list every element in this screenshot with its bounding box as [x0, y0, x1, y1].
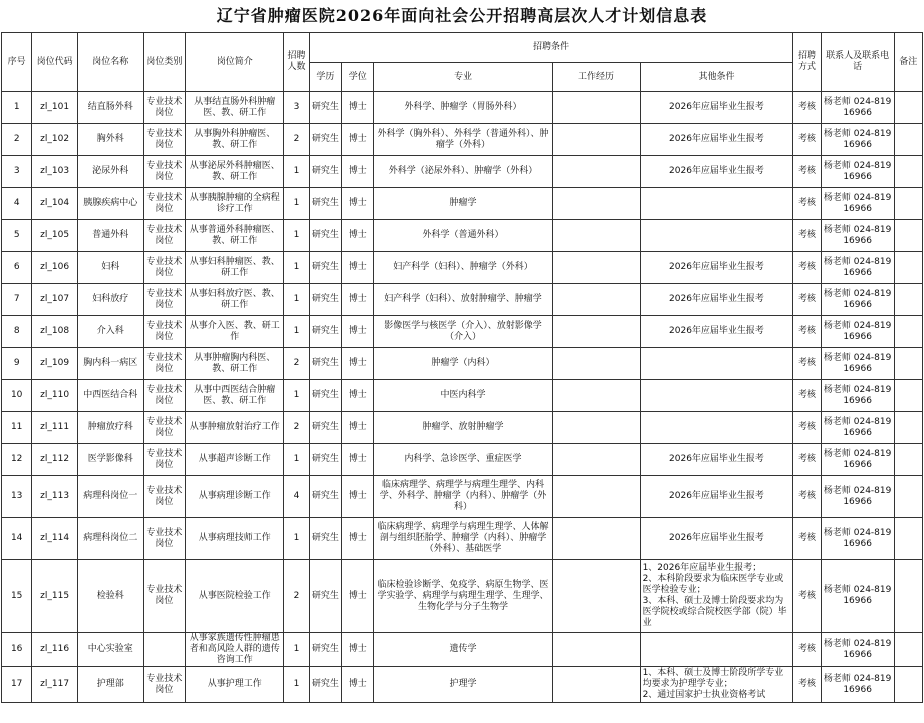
education-cell: 研究生 [309, 412, 341, 444]
intro-cell: 从事妇科放疗医、教、研工作 [186, 284, 284, 316]
contact-cell: 杨老师 024-81916966 [821, 518, 894, 560]
intro-cell: 从事超声诊断工作 [186, 444, 284, 476]
intro-cell: 从事结直肠外科肿瘤医、教、研工作 [186, 92, 284, 124]
contact-cell: 杨老师 024-81916966 [821, 188, 894, 220]
remark-cell [894, 667, 922, 703]
major-cell: 影像医学与核医学（介入）、放射影像学（介入） [374, 316, 552, 348]
contact-cell: 杨老师 024-81916966 [821, 444, 894, 476]
remark-cell [894, 412, 922, 444]
education-cell: 研究生 [309, 284, 341, 316]
code-cell: zl_104 [32, 188, 78, 220]
education-cell: 研究生 [309, 92, 341, 124]
intro-cell: 从事病理诊断工作 [186, 476, 284, 518]
education-cell: 研究生 [309, 220, 341, 252]
header-seq: 序号 [2, 33, 32, 92]
major-cell: 临床检验诊断学、免疫学、病原生物学、医学实验学、病理学与病理生理学、生理学、生物化学与分子生物学 [374, 560, 552, 633]
code-cell: zl_116 [32, 633, 78, 667]
table-body [2, 92, 923, 703]
count-cell: 1 [284, 667, 309, 703]
degree-cell: 博士 [342, 380, 374, 412]
experience-cell [552, 476, 640, 518]
remark-cell [894, 156, 922, 188]
remark-cell [894, 348, 922, 380]
category-cell: 专业技术岗位 [143, 188, 186, 220]
seq-cell: 5 [2, 220, 32, 252]
major-cell: 外科学（胸外科）、外科学（普通外科）、肿瘤学（外科） [374, 124, 552, 156]
education-cell: 研究生 [309, 316, 341, 348]
code-cell: zl_113 [32, 476, 78, 518]
count-cell: 1 [284, 188, 309, 220]
intro-cell: 从事中西医结合肿瘤医、教、研工作 [186, 380, 284, 412]
category-cell: 专业技术岗位 [143, 220, 186, 252]
method-cell: 考核 [793, 124, 821, 156]
code-cell: zl_105 [32, 220, 78, 252]
code-cell: zl_115 [32, 560, 78, 633]
position-name-cell: 病理科岗位一 [77, 476, 143, 518]
table-row [2, 560, 923, 633]
table-row [2, 476, 923, 518]
intro-cell: 从事泌尿外科肿瘤医、教、研工作 [186, 156, 284, 188]
table-row [2, 124, 923, 156]
category-cell: 专业技术岗位 [143, 156, 186, 188]
seq-cell: 13 [2, 476, 32, 518]
seq-cell: 12 [2, 444, 32, 476]
table-row [2, 252, 923, 284]
education-cell: 研究生 [309, 252, 341, 284]
header-degree: 学位 [342, 63, 374, 92]
category-cell: 专业技术岗位 [143, 380, 186, 412]
other-conditions-cell: 2026年应届毕业生报考 [640, 252, 793, 284]
seq-cell: 4 [2, 188, 32, 220]
education-cell: 研究生 [309, 633, 341, 667]
count-cell: 1 [284, 284, 309, 316]
position-name-cell: 医学影像科 [77, 444, 143, 476]
other-conditions-cell [640, 412, 793, 444]
degree-cell: 博士 [342, 444, 374, 476]
degree-cell: 博士 [342, 220, 374, 252]
contact-cell: 杨老师 024-81916966 [821, 633, 894, 667]
contact-cell: 杨老师 024-81916966 [821, 348, 894, 380]
education-cell: 研究生 [309, 156, 341, 188]
code-cell: zl_117 [32, 667, 78, 703]
seq-cell: 2 [2, 124, 32, 156]
header-contact: 联系人及联系电话 [821, 33, 894, 92]
major-cell: 外科学（普通外科） [374, 220, 552, 252]
degree-cell: 博士 [342, 348, 374, 380]
position-name-cell: 肿瘤放疗科 [77, 412, 143, 444]
code-cell: zl_103 [32, 156, 78, 188]
table-row [2, 156, 923, 188]
method-cell: 考核 [793, 220, 821, 252]
other-conditions-cell: 2026年应届毕业生报考 [640, 284, 793, 316]
code-cell: zl_102 [32, 124, 78, 156]
major-cell: 中医内科学 [374, 380, 552, 412]
intro-cell: 从事介入医、教、研工作 [186, 316, 284, 348]
category-cell: 专业技术岗位 [143, 560, 186, 633]
education-cell: 研究生 [309, 444, 341, 476]
other-conditions-cell [640, 633, 793, 667]
education-cell: 研究生 [309, 560, 341, 633]
table-row [2, 518, 923, 560]
contact-cell: 杨老师 024-81916966 [821, 284, 894, 316]
other-conditions-cell [640, 188, 793, 220]
table-row [2, 444, 923, 476]
remark-cell [894, 188, 922, 220]
experience-cell [552, 560, 640, 633]
intro-cell: 从事肿瘤放射治疗工作 [186, 412, 284, 444]
category-cell: 专业技术岗位 [143, 252, 186, 284]
header-conditions: 招聘条件 [309, 33, 793, 63]
count-cell: 1 [284, 380, 309, 412]
remark-cell [894, 518, 922, 560]
major-cell: 肿瘤学 [374, 188, 552, 220]
count-cell: 1 [284, 220, 309, 252]
category-cell: 专业技术岗位 [143, 476, 186, 518]
position-name-cell: 泌尿外科 [77, 156, 143, 188]
count-cell: 1 [284, 316, 309, 348]
experience-cell [552, 252, 640, 284]
education-cell: 研究生 [309, 476, 341, 518]
code-cell: zl_110 [32, 380, 78, 412]
method-cell: 考核 [793, 380, 821, 412]
contact-cell: 杨老师 024-81916966 [821, 560, 894, 633]
table-row [2, 380, 923, 412]
seq-cell: 6 [2, 252, 32, 284]
category-cell: 专业技术岗位 [143, 444, 186, 476]
experience-cell [552, 92, 640, 124]
recruitment-table [1, 32, 923, 703]
position-name-cell: 病理科岗位二 [77, 518, 143, 560]
position-name-cell: 普通外科 [77, 220, 143, 252]
header-code: 岗位代码 [32, 33, 78, 92]
remark-cell [894, 124, 922, 156]
education-cell: 研究生 [309, 188, 341, 220]
degree-cell: 博士 [342, 518, 374, 560]
method-cell: 考核 [793, 348, 821, 380]
contact-cell: 杨老师 024-81916966 [821, 476, 894, 518]
code-cell: zl_106 [32, 252, 78, 284]
count-cell: 4 [284, 476, 309, 518]
intro-cell: 从事家族遗传性肿瘤患者和高风险人群的遗传咨询工作 [186, 633, 284, 667]
contact-cell: 杨老师 024-81916966 [821, 220, 894, 252]
count-cell: 1 [284, 633, 309, 667]
intro-cell: 从事病理技师工作 [186, 518, 284, 560]
degree-cell: 博士 [342, 92, 374, 124]
contact-cell: 杨老师 024-81916966 [821, 124, 894, 156]
remark-cell [894, 252, 922, 284]
category-cell: 专业技术岗位 [143, 316, 186, 348]
contact-cell: 杨老师 024-81916966 [821, 92, 894, 124]
education-cell: 研究生 [309, 667, 341, 703]
code-cell: zl_114 [32, 518, 78, 560]
other-conditions-cell: 2026年应届毕业生报考 [640, 156, 793, 188]
method-cell: 考核 [793, 156, 821, 188]
major-cell: 妇产科学（妇科）、肿瘤学（外科） [374, 252, 552, 284]
category-cell: 专业技术岗位 [143, 412, 186, 444]
method-cell: 考核 [793, 560, 821, 633]
category-cell: 专业技术岗位 [143, 667, 186, 703]
position-name-cell: 胸内科一病区 [77, 348, 143, 380]
contact-cell: 杨老师 024-81916966 [821, 412, 894, 444]
count-cell: 1 [284, 156, 309, 188]
experience-cell [552, 633, 640, 667]
other-conditions-cell [640, 220, 793, 252]
table-row [2, 220, 923, 252]
count-cell: 2 [284, 124, 309, 156]
position-name-cell: 护理部 [77, 667, 143, 703]
position-name-cell: 妇科放疗 [77, 284, 143, 316]
remark-cell [894, 560, 922, 633]
experience-cell [552, 412, 640, 444]
method-cell: 考核 [793, 667, 821, 703]
major-cell: 遗传学 [374, 633, 552, 667]
experience-cell [552, 284, 640, 316]
experience-cell [552, 348, 640, 380]
contact-cell: 杨老师 024-81916966 [821, 667, 894, 703]
code-cell: zl_112 [32, 444, 78, 476]
major-cell: 内科学、急诊医学、重症医学 [374, 444, 552, 476]
major-cell: 肿瘤学（内科） [374, 348, 552, 380]
code-cell: zl_101 [32, 92, 78, 124]
count-cell: 2 [284, 348, 309, 380]
count-cell: 1 [284, 444, 309, 476]
seq-cell: 7 [2, 284, 32, 316]
experience-cell [552, 188, 640, 220]
code-cell: zl_108 [32, 316, 78, 348]
experience-cell [552, 156, 640, 188]
remark-cell [894, 380, 922, 412]
position-name-cell: 介入科 [77, 316, 143, 348]
contact-cell: 杨老师 024-81916966 [821, 252, 894, 284]
seq-cell: 17 [2, 667, 32, 703]
method-cell: 考核 [793, 252, 821, 284]
count-cell: 1 [284, 252, 309, 284]
degree-cell: 博士 [342, 252, 374, 284]
method-cell: 考核 [793, 92, 821, 124]
header-name: 岗位名称 [77, 33, 143, 92]
table-row [2, 633, 923, 667]
experience-cell [552, 220, 640, 252]
degree-cell: 博士 [342, 633, 374, 667]
header-category: 岗位类别 [143, 33, 186, 92]
seq-cell: 14 [2, 518, 32, 560]
major-cell: 肿瘤学、放射肿瘤学 [374, 412, 552, 444]
contact-cell: 杨老师 024-81916966 [821, 156, 894, 188]
degree-cell: 博士 [342, 560, 374, 633]
major-cell: 临床病理学、病理学与病理生理学、内科学、外科学、肿瘤学（内科）、肿瘤学（外科） [374, 476, 552, 518]
experience-cell [552, 444, 640, 476]
degree-cell: 博士 [342, 316, 374, 348]
major-cell: 临床病理学、病理学与病理生理学、人体解剖与组织胚胎学、肿瘤学（内科）、肿瘤学（外科）、基础医学 [374, 518, 552, 560]
experience-cell [552, 124, 640, 156]
seq-cell: 8 [2, 316, 32, 348]
method-cell: 考核 [793, 633, 821, 667]
count-cell: 1 [284, 518, 309, 560]
intro-cell: 从事医院检验工作 [186, 560, 284, 633]
method-cell: 考核 [793, 444, 821, 476]
remark-cell [894, 633, 922, 667]
method-cell: 考核 [793, 188, 821, 220]
remark-cell [894, 476, 922, 518]
count-cell: 2 [284, 560, 309, 633]
experience-cell [552, 518, 640, 560]
contact-cell: 杨老师 024-81916966 [821, 316, 894, 348]
degree-cell: 博士 [342, 124, 374, 156]
header-experience: 工作经历 [552, 63, 640, 92]
intro-cell: 从事妇科肿瘤医、教、研工作 [186, 252, 284, 284]
seq-cell: 16 [2, 633, 32, 667]
intro-cell: 从事胸外科肿瘤医、教、研工作 [186, 124, 284, 156]
remark-cell [894, 316, 922, 348]
category-cell [143, 633, 186, 667]
table-row [2, 412, 923, 444]
degree-cell: 博士 [342, 476, 374, 518]
experience-cell [552, 667, 640, 703]
category-cell: 专业技术岗位 [143, 348, 186, 380]
table-row [2, 348, 923, 380]
header-edu: 学历 [309, 63, 341, 92]
major-cell: 护理学 [374, 667, 552, 703]
method-cell: 考核 [793, 412, 821, 444]
position-name-cell: 中西医结合科 [77, 380, 143, 412]
other-conditions-cell: 2026年应届毕业生报考 [640, 518, 793, 560]
degree-cell: 博士 [342, 156, 374, 188]
category-cell: 专业技术岗位 [143, 124, 186, 156]
header-other: 其他条件 [640, 63, 793, 92]
other-conditions-cell [640, 380, 793, 412]
category-cell: 专业技术岗位 [143, 92, 186, 124]
position-name-cell: 妇科 [77, 252, 143, 284]
category-cell: 专业技术岗位 [143, 518, 186, 560]
intro-cell: 从事肿瘤胸内科医、教、研工作 [186, 348, 284, 380]
code-cell: zl_109 [32, 348, 78, 380]
degree-cell: 博士 [342, 412, 374, 444]
method-cell: 考核 [793, 518, 821, 560]
header-intro: 岗位简介 [186, 33, 284, 92]
education-cell: 研究生 [309, 380, 341, 412]
intro-cell: 从事胰腺肿瘤的全病程诊疗工作 [186, 188, 284, 220]
seq-cell: 15 [2, 560, 32, 633]
seq-cell: 1 [2, 92, 32, 124]
header-major: 专业 [374, 63, 552, 92]
code-cell: zl_111 [32, 412, 78, 444]
seq-cell: 11 [2, 412, 32, 444]
other-conditions-cell: 1、本科、硕士及博士阶段所学专业均要求为护理学专业； 2、通过国家护士执业资格考试 [640, 667, 793, 703]
position-name-cell: 胰腺疾病中心 [77, 188, 143, 220]
degree-cell: 博士 [342, 188, 374, 220]
other-conditions-cell: 2026年应届毕业生报考 [640, 316, 793, 348]
count-cell: 2 [284, 412, 309, 444]
remark-cell [894, 92, 922, 124]
method-cell: 考核 [793, 476, 821, 518]
education-cell: 研究生 [309, 518, 341, 560]
intro-cell: 从事普通外科肿瘤医、教、研工作 [186, 220, 284, 252]
table-row [2, 284, 923, 316]
method-cell: 考核 [793, 284, 821, 316]
header-count: 招聘人数 [284, 33, 309, 92]
other-conditions-cell: 2026年应届毕业生报考 [640, 476, 793, 518]
seq-cell: 3 [2, 156, 32, 188]
count-cell: 3 [284, 92, 309, 124]
degree-cell: 博士 [342, 284, 374, 316]
remark-cell [894, 220, 922, 252]
education-cell: 研究生 [309, 124, 341, 156]
contact-cell: 杨老师 024-81916966 [821, 380, 894, 412]
other-conditions-cell: 2026年应届毕业生报考 [640, 124, 793, 156]
other-conditions-cell [640, 348, 793, 380]
page-title: 辽宁省肿瘤医院2026年面向社会公开招聘高层次人才计划信息表 [216, 6, 708, 25]
major-cell: 外科学（泌尿外科）、肿瘤学（外科） [374, 156, 552, 188]
major-cell: 妇产科学（妇科）、放射肿瘤学、肿瘤学 [374, 284, 552, 316]
major-cell: 外科学、肿瘤学（胃肠外科） [374, 92, 552, 124]
category-cell: 专业技术岗位 [143, 284, 186, 316]
intro-cell: 从事护理工作 [186, 667, 284, 703]
position-name-cell: 结直肠外科 [77, 92, 143, 124]
degree-cell: 博士 [342, 667, 374, 703]
education-cell: 研究生 [309, 348, 341, 380]
table-row [2, 667, 923, 703]
table-row [2, 188, 923, 220]
seq-cell: 9 [2, 348, 32, 380]
method-cell: 考核 [793, 316, 821, 348]
position-name-cell: 胸外科 [77, 124, 143, 156]
table-row [2, 92, 923, 124]
header-method: 招聘方式 [793, 33, 821, 92]
table-row [2, 316, 923, 348]
other-conditions-cell: 2026年应届毕业生报考 [640, 444, 793, 476]
seq-cell: 10 [2, 380, 32, 412]
remark-cell [894, 444, 922, 476]
other-conditions-cell: 1、2026年应届毕业生报考； 2、本科阶段要求为临床医学专业或医学检验专业； 3、本科、硕士及博士阶段要求均为医学院校或综合院校医学部（院）毕业 [640, 560, 793, 633]
position-name-cell: 中心实验室 [77, 633, 143, 667]
position-name-cell: 检验科 [77, 560, 143, 633]
remark-cell [894, 284, 922, 316]
experience-cell [552, 380, 640, 412]
header-remark: 备注 [894, 33, 922, 92]
code-cell: zl_107 [32, 284, 78, 316]
other-conditions-cell: 2026年应届毕业生报考 [640, 92, 793, 124]
experience-cell [552, 316, 640, 348]
